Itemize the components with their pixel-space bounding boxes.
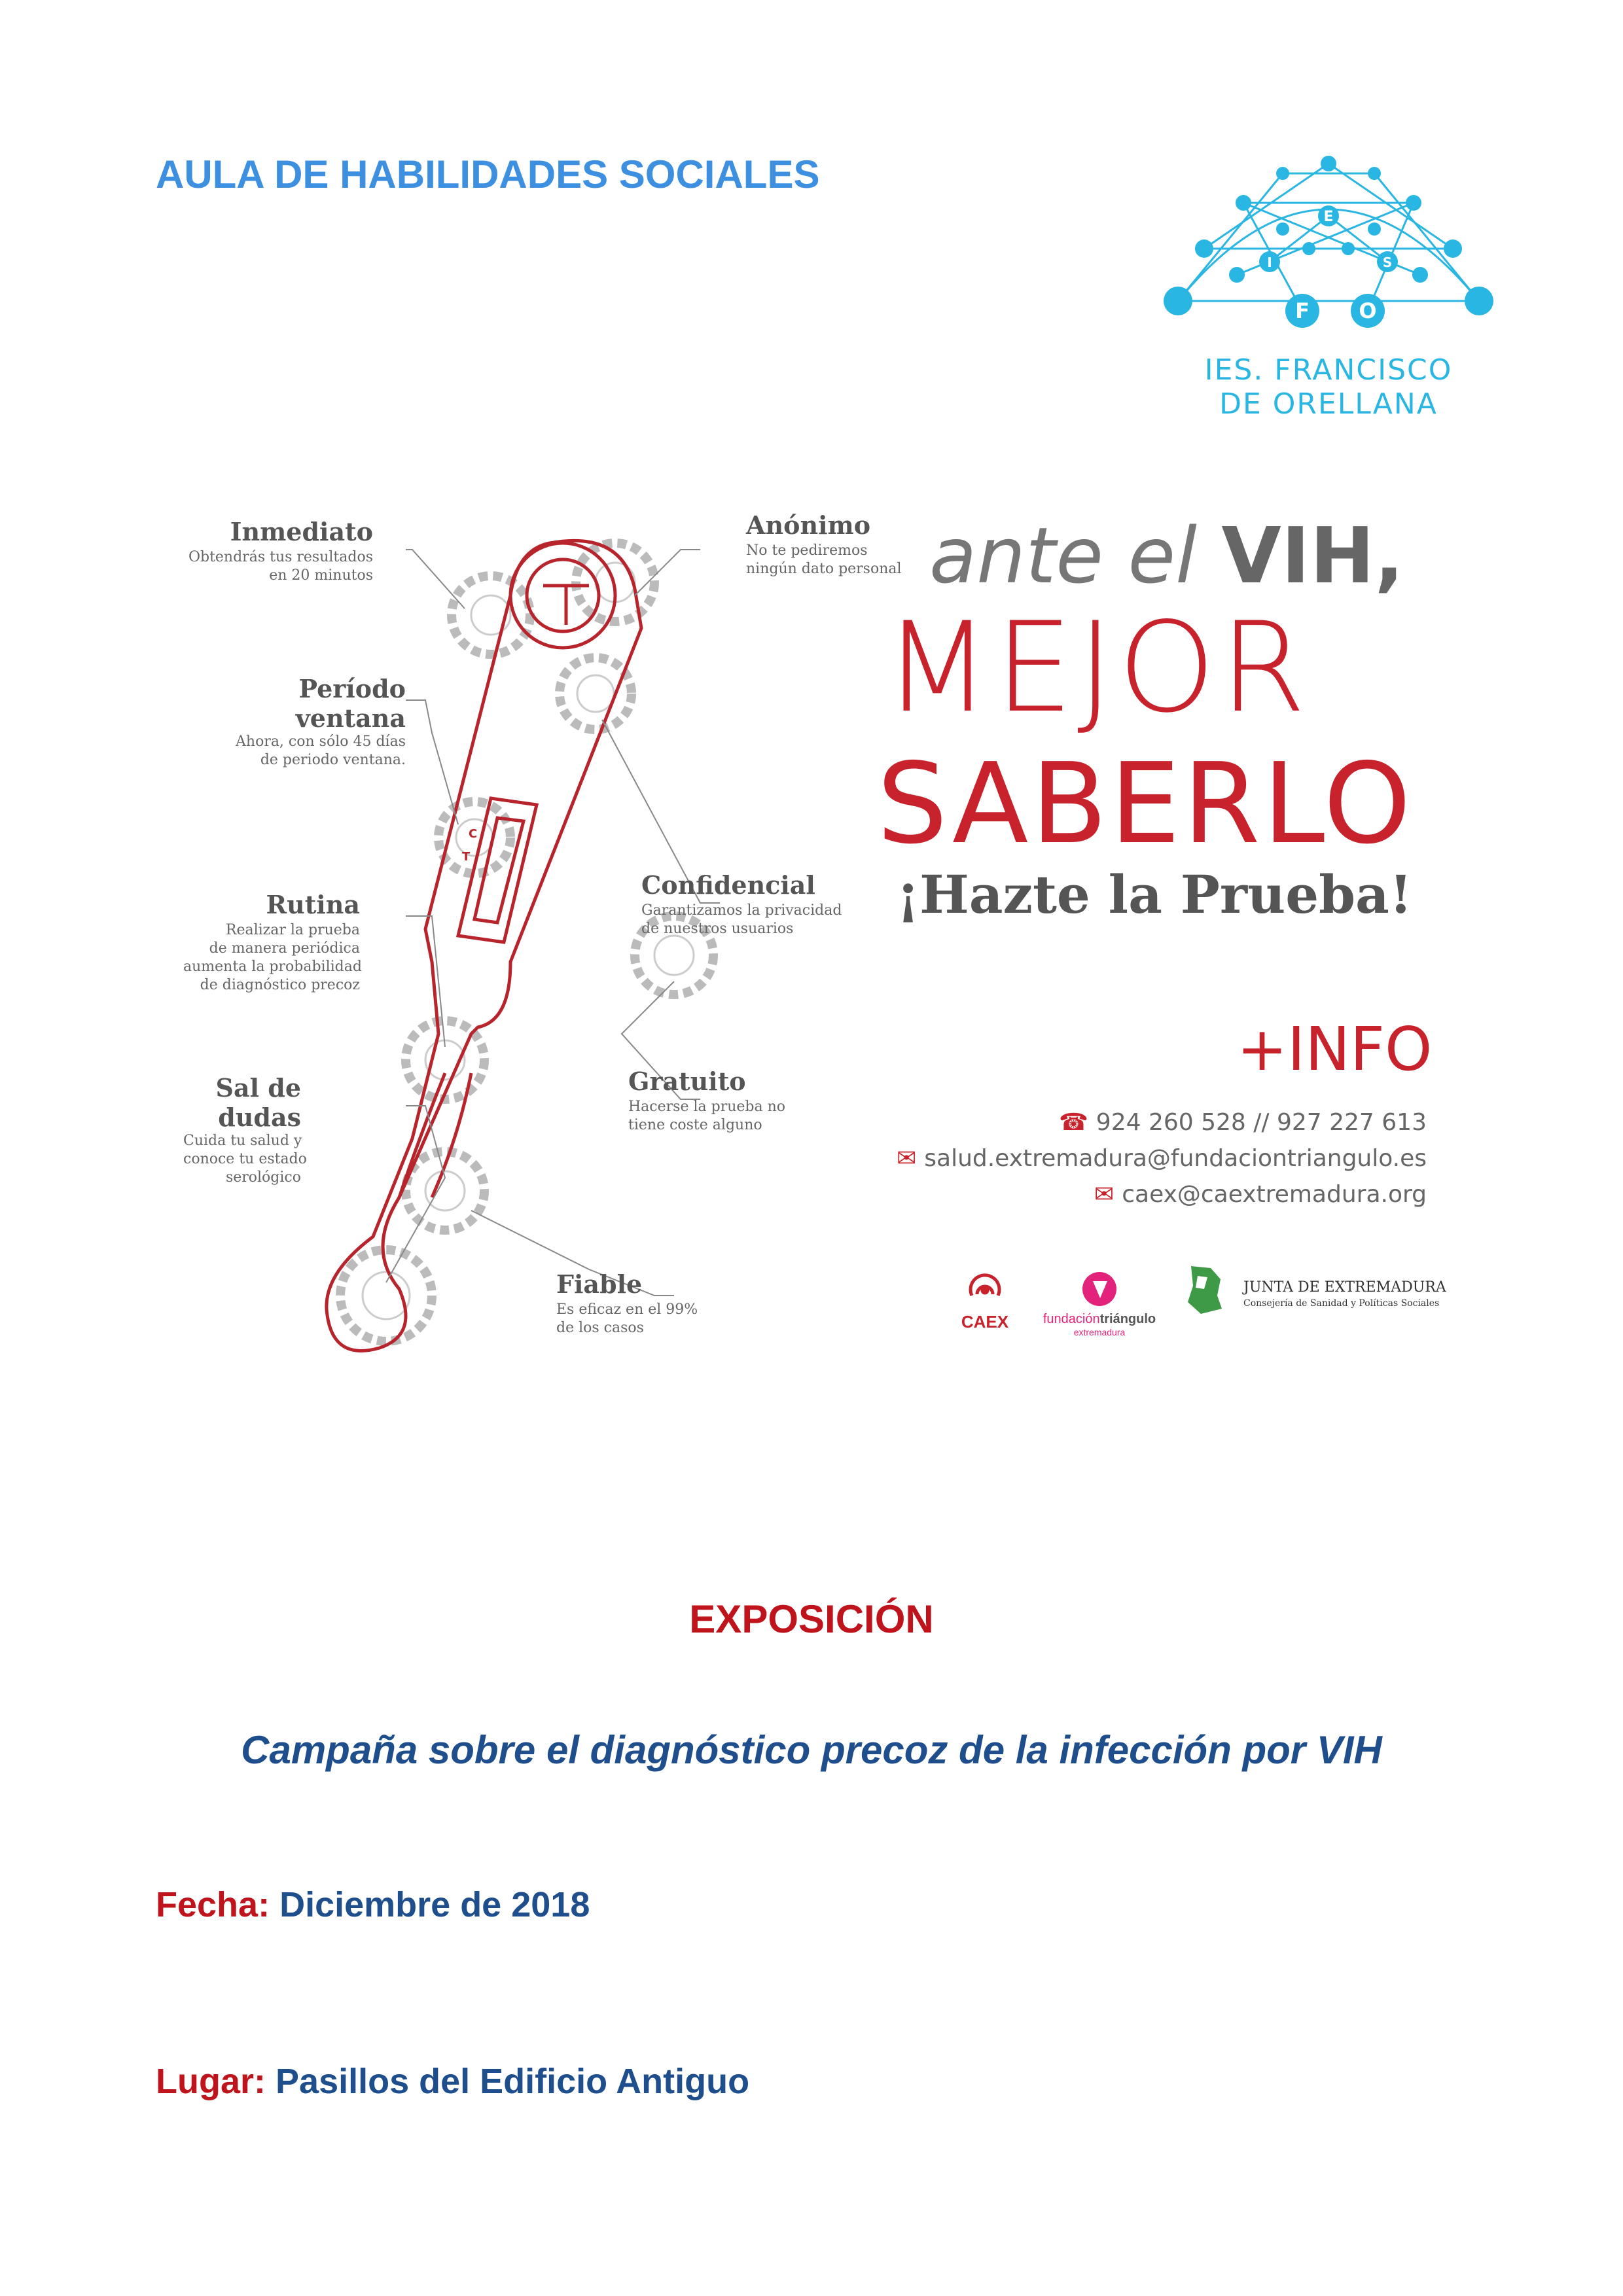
slogan-line2: MEJOR [883,595,1310,740]
feature-fiable-desc: Es eficaz en el 99% de los casos [556,1301,698,1336]
feature-anonimo-desc: No te pediremos ningún dato personal [746,542,902,577]
info-title: +INFO [1237,1014,1433,1084]
caex-swirl-icon [959,1269,1011,1309]
svg-text:F: F [1295,298,1310,323]
fecha-value: Diciembre de 2018 [279,1885,590,1924]
network-dome-icon [1152,144,1505,340]
school-name-line1: IES. FRANCISCO [1204,353,1453,387]
feature-periodo-title: Período ventana [295,674,406,733]
feature-fiable-title: Fiable [556,1269,643,1299]
school-logo [1152,144,1505,432]
page-header-title: AULA DE HABILIDADES SOCIALES [156,152,820,196]
campaign-title: Campaña sobre el diagnóstico precoz de la infección por VIH [241,1728,1382,1772]
school-name-line2: DE ORELLANA [1219,387,1438,421]
feature-sal-de-dudas-desc: Cuida tu salud y conoce tu estado serológico [183,1133,307,1186]
feature-sal-de-dudas-title: Sal de dudas [215,1073,301,1132]
fecha-label: Fecha: [156,1885,270,1924]
junta-extremadura-logo: JUNTA DE EXTREMADURA Consejería de Sanidad y Políticas Sociales [1243,1279,1446,1309]
mail-icon: ✉ [1094,1181,1115,1208]
svg-text:T: T [462,850,471,864]
info-email-2: ✉ caex@caextremadura.org [1094,1181,1427,1208]
slogan-line4: ¡Hazte la Prueba! [897,864,1413,925]
lugar-row [156,2061,749,2102]
svg-text:I: I [1267,255,1272,270]
fecha-row [156,1884,590,1925]
feature-rutina-desc: Realizar la prueba de manera periódica aumenta la probabilidad de diagnóstico precoz [183,922,362,993]
feature-periodo-desc: Ahora, con sólo 45 días de periodo ventana. [236,733,406,768]
feature-confidencial-desc: Garantizamos la privacidad de nuestros usuarios [641,902,842,937]
lugar-label: Lugar: [156,2062,266,2101]
phone-icon: ☎ [1058,1109,1088,1136]
feature-gratuito-desc: Hacerse la prueba no tiene coste alguno [628,1099,786,1133]
svg-text:S: S [1382,255,1393,270]
svg-text:O: O [1359,298,1377,323]
mail-icon: ✉ [897,1145,917,1172]
feature-inmediato-title: Inmediato [230,517,373,546]
feature-rutina-title: Rutina [266,890,360,919]
feature-inmediato-desc: Obtendrás tus resultados en 20 minutos [188,549,373,584]
slogan-line3: SABERLO [877,739,1414,869]
info-phone: ☎ 924 260 528 // 927 227 613 [1058,1109,1427,1136]
svg-text:C: C [469,827,478,841]
feature-anonimo-title: Anónimo [746,510,871,540]
hiv-test-device-illustration [314,510,851,1374]
triangulo-icon [1080,1269,1119,1309]
svg-text:E: E [1323,209,1334,225]
fundacion-triangulo-logo: fundacióntriángulo extremadura [1034,1269,1165,1337]
lugar-value: Pasillos del Edificio Antiguo [276,2062,750,2101]
feature-confidencial-title: Confidencial [641,870,815,900]
ses-logo: SES [1178,1263,1230,1309]
slogan-line1: ante el VIH, [929,510,1404,601]
campaign-poster [183,497,1446,1374]
exposition-heading: EXPOSICIÓN [689,1597,934,1641]
info-email-1: ✉ salud.extremadura@fundaciontriangulo.es [897,1145,1427,1172]
feature-gratuito-title: Gratuito [628,1067,746,1096]
caex-logo: CAEX [949,1269,1021,1332]
